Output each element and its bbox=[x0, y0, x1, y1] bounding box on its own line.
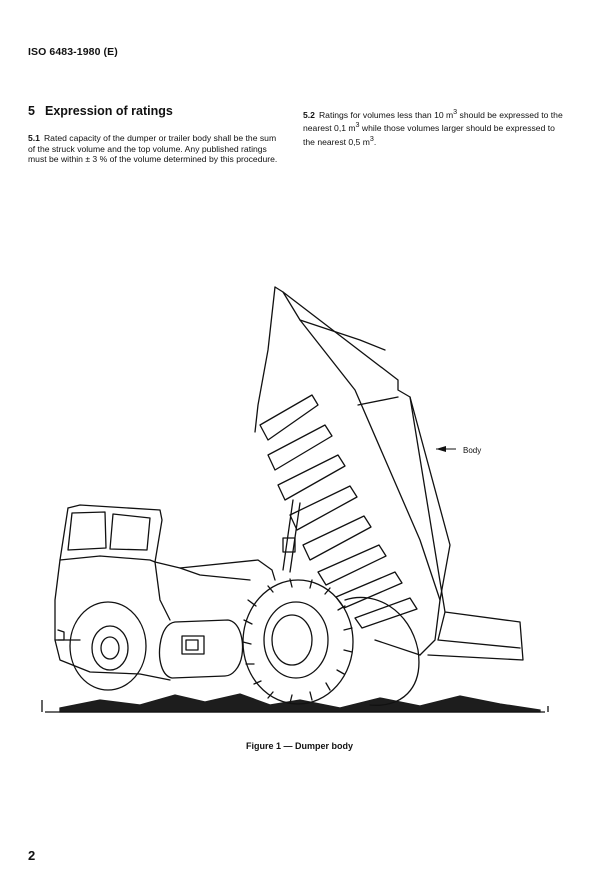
paragraph-text: while those volumes larger should be expressed to the nearest 0,5 m bbox=[303, 123, 555, 147]
rear-wheel bbox=[243, 579, 353, 704]
fuel-tank bbox=[160, 620, 243, 678]
paragraph-text: should be expressed to the nearest 0,1 m bbox=[303, 109, 563, 134]
paragraph-text: Rated capacity of the dumper or trailer body shall be the sum of the struck volume and the top volume. Any published ratings must be within ± 3 % of the volume determined by this procedure. bbox=[28, 133, 278, 165]
body-leader-line bbox=[436, 446, 456, 452]
figure-label-body: Body bbox=[463, 446, 482, 455]
superscript: 3 bbox=[453, 108, 458, 116]
paragraph-text: . bbox=[373, 136, 377, 147]
front-wheel bbox=[70, 602, 146, 690]
paragraph-5-2 bbox=[303, 107, 565, 147]
ground bbox=[42, 694, 548, 712]
paragraph-text: Ratings for volumes less than 10 m bbox=[318, 109, 454, 120]
dumper-truck-illustration bbox=[40, 280, 560, 720]
paragraph-number: 5.1 bbox=[28, 133, 40, 143]
superscript: 3 bbox=[369, 134, 374, 143]
figure-caption: Figure 1 — Dumper body bbox=[245, 741, 353, 751]
section-title-text: Expression of ratings bbox=[45, 104, 173, 118]
document-header: ISO 6483-1980 (E) bbox=[28, 46, 118, 58]
page-number: 2 bbox=[28, 848, 36, 863]
paragraph-number: 5.2 bbox=[303, 109, 315, 120]
paragraph-5-1 bbox=[28, 133, 284, 165]
dump-body bbox=[255, 287, 523, 660]
superscript: 3 bbox=[355, 121, 360, 130]
section-number: 5 bbox=[28, 104, 35, 118]
section-title bbox=[28, 104, 173, 118]
